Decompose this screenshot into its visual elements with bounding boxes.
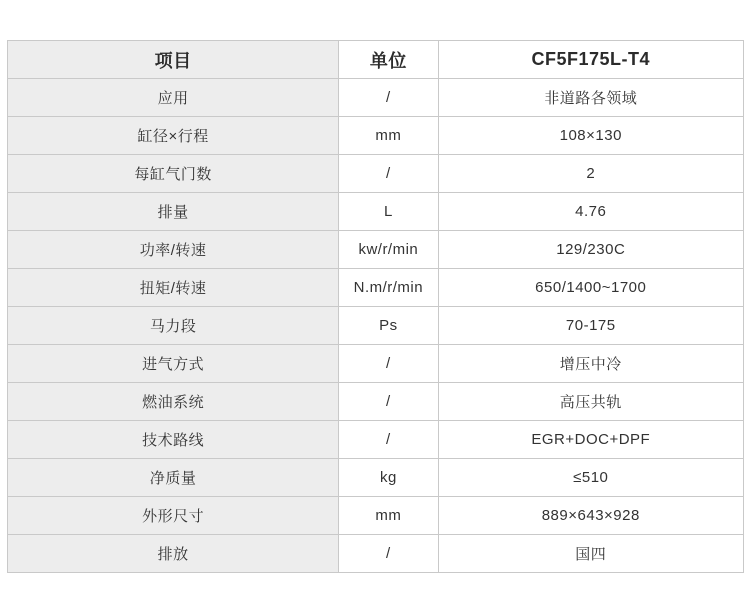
header-item: 项目 <box>8 41 339 79</box>
value-cell: 高压共轨 <box>438 383 743 421</box>
value-cell: 2 <box>438 155 743 193</box>
table-row <box>8 307 744 345</box>
table-row <box>8 231 744 269</box>
item-cell: 缸径×行程 <box>8 117 339 155</box>
value-cell: 非道路各领域 <box>438 79 743 117</box>
unit-cell: N.m/r/min <box>339 269 438 307</box>
table-row <box>8 79 744 117</box>
item-cell: 进气方式 <box>8 345 339 383</box>
item-cell: 燃油系统 <box>8 383 339 421</box>
table-row <box>8 155 744 193</box>
engine-spec-table <box>7 40 744 573</box>
unit-cell: Ps <box>339 307 438 345</box>
table-row <box>8 269 744 307</box>
item-cell: 应用 <box>8 79 339 117</box>
table-row <box>8 421 744 459</box>
unit-cell: / <box>339 155 438 193</box>
value-cell: 108×130 <box>438 117 743 155</box>
item-cell: 马力段 <box>8 307 339 345</box>
unit-cell: / <box>339 79 438 117</box>
value-cell: ≤510 <box>438 459 743 497</box>
table-row <box>8 117 744 155</box>
table-row <box>8 383 744 421</box>
unit-cell: mm <box>339 117 438 155</box>
item-cell: 排放 <box>8 535 339 573</box>
unit-cell: mm <box>339 497 438 535</box>
table-row <box>8 459 744 497</box>
value-cell: 4.76 <box>438 193 743 231</box>
value-cell: 国四 <box>438 535 743 573</box>
value-cell: 889×643×928 <box>438 497 743 535</box>
item-cell: 技术路线 <box>8 421 339 459</box>
item-cell: 排量 <box>8 193 339 231</box>
unit-cell: kg <box>339 459 438 497</box>
header-unit: 单位 <box>339 41 438 79</box>
value-cell: 129/230C <box>438 231 743 269</box>
table-header-row <box>8 41 744 79</box>
unit-cell: / <box>339 535 438 573</box>
unit-cell: / <box>339 345 438 383</box>
table-row <box>8 535 744 573</box>
value-cell: 650/1400~1700 <box>438 269 743 307</box>
item-cell: 净质量 <box>8 459 339 497</box>
unit-cell: L <box>339 193 438 231</box>
table-row <box>8 497 744 535</box>
unit-cell: kw/r/min <box>339 231 438 269</box>
unit-cell: / <box>339 421 438 459</box>
value-cell: EGR+DOC+DPF <box>438 421 743 459</box>
value-cell: 增压中冷 <box>438 345 743 383</box>
table-row <box>8 345 744 383</box>
item-cell: 功率/转速 <box>8 231 339 269</box>
item-cell: 每缸气门数 <box>8 155 339 193</box>
item-cell: 扭矩/转速 <box>8 269 339 307</box>
item-cell: 外形尺寸 <box>8 497 339 535</box>
unit-cell: / <box>339 383 438 421</box>
header-model: CF5F175L-T4 <box>438 41 743 79</box>
value-cell: 70-175 <box>438 307 743 345</box>
table-row <box>8 193 744 231</box>
